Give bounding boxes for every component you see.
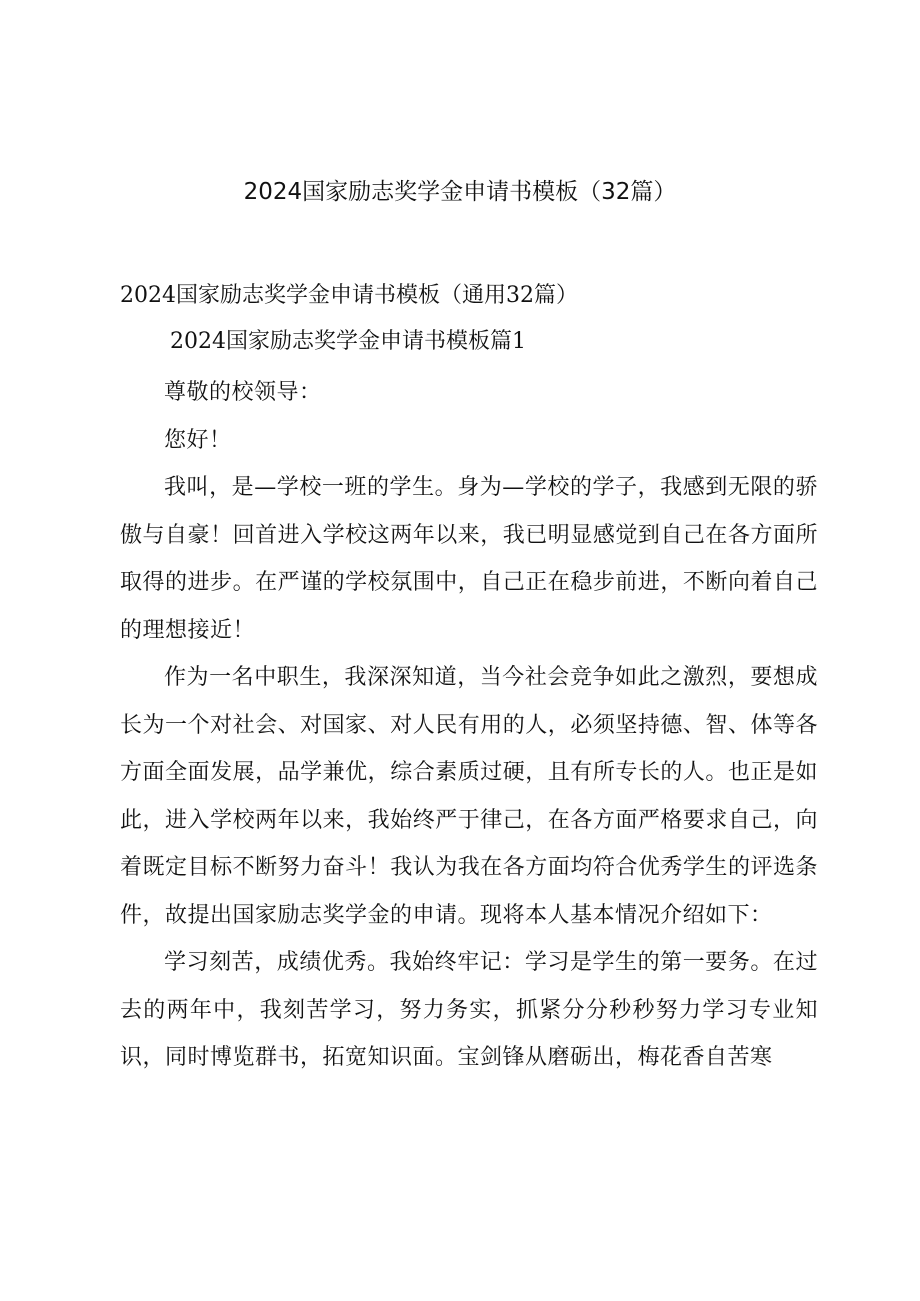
document-subtitle: 2024国家励志奖学金申请书模板（通用32篇）	[120, 283, 578, 308]
document-title: 2024国家励志奖学金申请书模板（32篇）	[243, 179, 677, 205]
greeting: 您好！	[164, 427, 232, 453]
document-body	[120, 369, 818, 1082]
body-paragraph-2: 作为一名中职生，我深深知道，当今社会竞争如此之激烈，要想成长为一个对社会、对国家、对人民有用的人，必须坚持德、智、体等各方面全面发展，品学兼优，综合素质过硬，且有所专长的人。也正是如此，进入学校两年以来，我始终严于律己，在各方面严格要求自己，向着既定目标不断努力奋斗！我认为我在各方面均符合优秀学生的评选条件，故提出国家励志奖学金的申请。现将本人基本情况介绍如下：	[120, 665, 818, 928]
body-paragraph-3: 学习刻苦，成绩优秀。我始终牢记：学习是学生的第一要务。在过去的两年中，我刻苦学习，努力务实，抓紧分分秒秒努力学习专业知识，同时博览群书，拓宽知识面。宝剑锋从磨砺出，梅花香自苦寒	[120, 950, 818, 1070]
body-paragraph-1: 我叫，是—学校一班的学生。身为—学校的学子，我感到无限的骄傲与自豪！回首进入学校这两年以来，我已明显感觉到自己在各方面所取得的进步。在严谨的学校氛围中，自己正在稳步前进，不断向着自己的理想接近！	[120, 475, 818, 643]
section-heading: 2024国家励志奖学金申请书模板篇1	[170, 329, 526, 354]
salutation: 尊敬的校领导：	[164, 380, 322, 405]
